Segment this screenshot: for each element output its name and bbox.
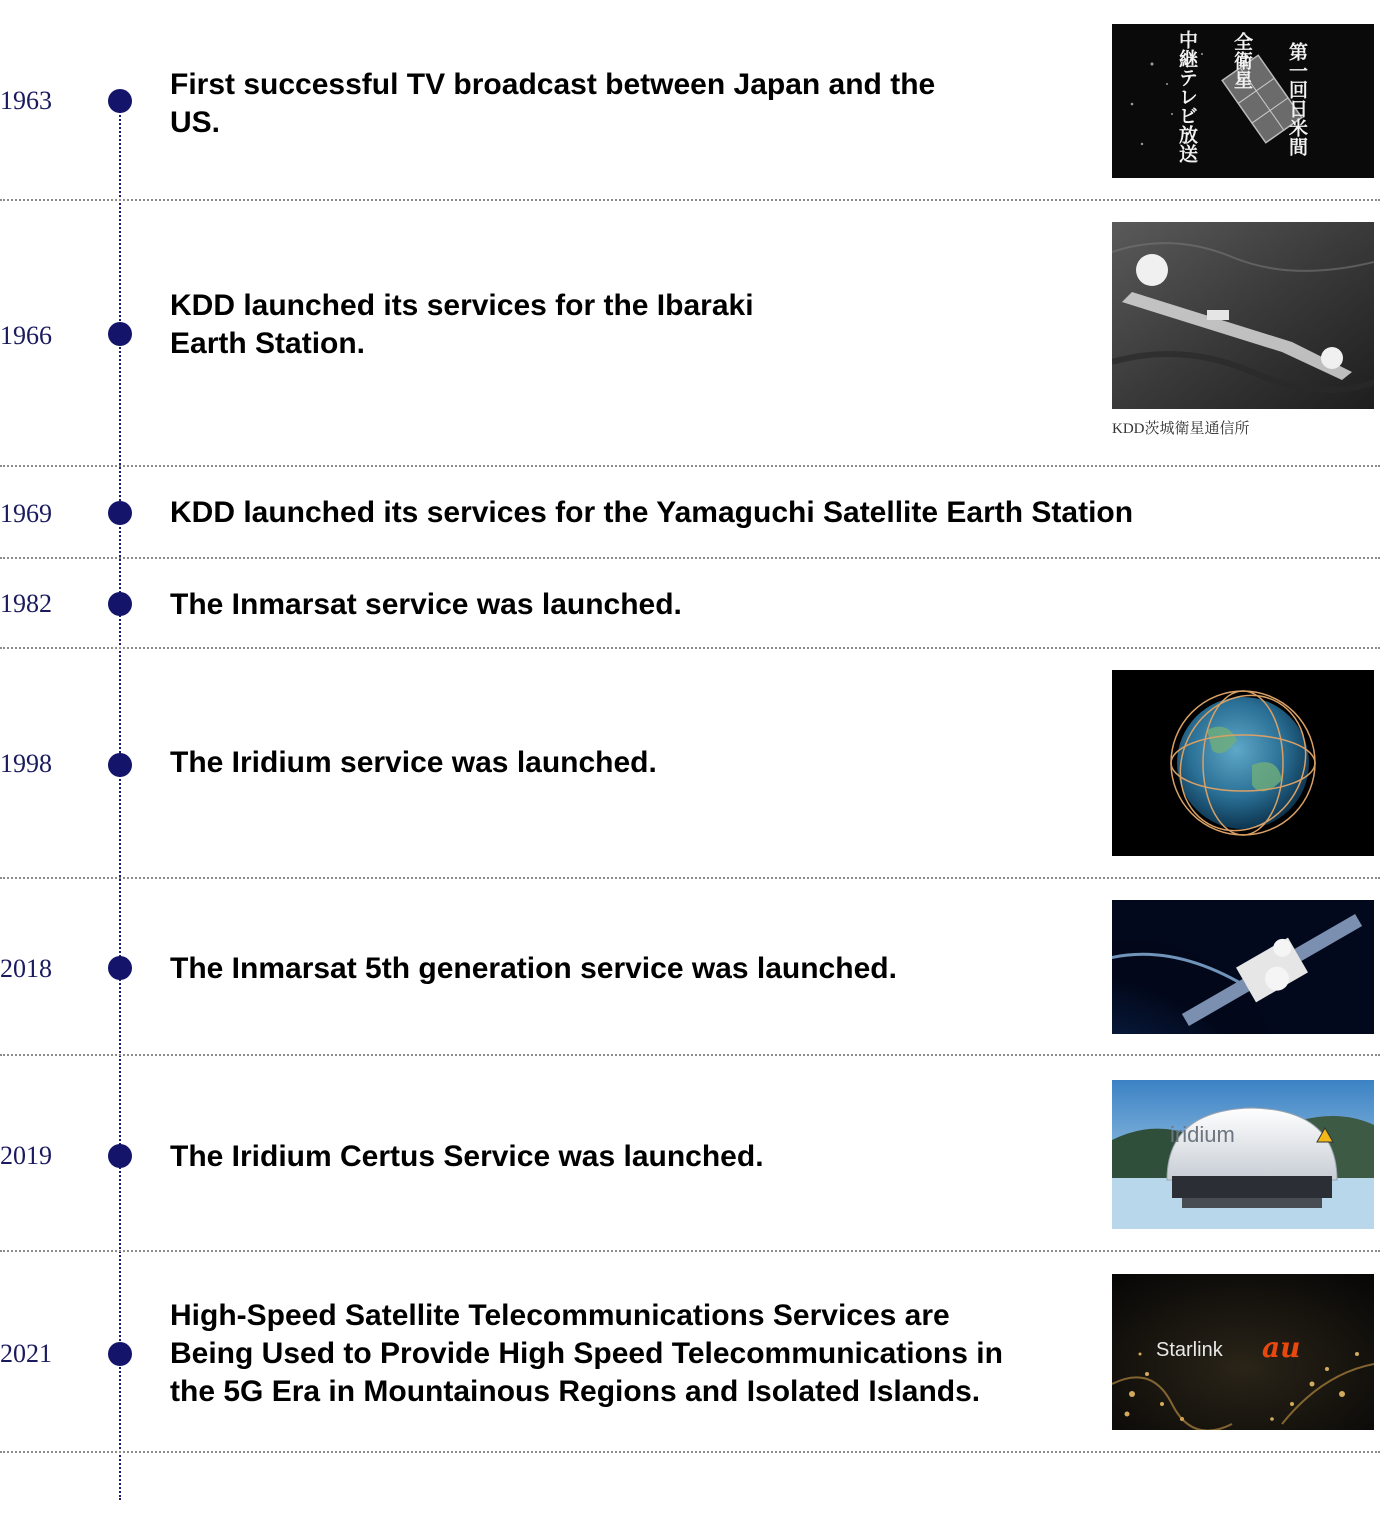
- earth-station-caption: KDD茨城衛星通信所: [1112, 421, 1250, 437]
- event-text: The Inmarsat service was launched.: [170, 588, 682, 621]
- year-label: 1998: [0, 749, 52, 778]
- timeline-dot: [108, 89, 132, 113]
- satellite-constellation-globe: [1112, 670, 1374, 856]
- event-text: First successful TV broadcast between Japan and the US.: [170, 68, 936, 139]
- year-label: 1966: [0, 321, 52, 350]
- timeline-dot: [108, 1342, 132, 1366]
- year-label: 2021: [0, 1339, 52, 1368]
- event-text: The Inmarsat 5th generation service was launched.: [170, 952, 897, 985]
- satellite-over-earth: [1112, 900, 1374, 1034]
- event-text: KDD launched its services for the Yamaguchi Satellite Earth Station: [170, 496, 1134, 529]
- timeline-dot: [108, 322, 132, 346]
- year-label: 1969: [0, 499, 52, 528]
- timeline-dot: [108, 753, 132, 777]
- timeline-dot: [108, 501, 132, 525]
- au-logo: au: [1262, 1331, 1301, 1364]
- broadcast-title-line-3: 中継テレビ放送: [1176, 30, 1198, 163]
- year-label: 1982: [0, 589, 52, 618]
- event-text: The Iridium Certus Service was launched.: [170, 1140, 764, 1173]
- broadcast-title-line-2: 全衛星: [1231, 32, 1253, 89]
- event-text: High-Speed Satellite Telecommunications Services are Being Used to Provide High Speed Telecommunications in the 5G Era in Mountainous Regions and Isolated Islands.: [170, 1299, 1003, 1408]
- year-label: 2018: [0, 954, 52, 983]
- starlink-au-night-earth: [1112, 1274, 1374, 1430]
- timeline-dot: [108, 1144, 132, 1168]
- event-text: The Iridium service was launched.: [170, 746, 657, 779]
- iridium-antenna-dome: [1112, 1080, 1374, 1229]
- tv-broadcast-photo: [1112, 24, 1374, 178]
- event-text: KDD launched its services for the Ibaraki Earth Station.: [170, 289, 754, 360]
- broadcast-title-line-1: 第一回日米間: [1286, 42, 1308, 156]
- year-label: 1963: [0, 86, 52, 115]
- iridium-dome-label: iridium: [1170, 1122, 1235, 1147]
- starlink-logo: Starlink: [1156, 1339, 1223, 1361]
- timeline-dot: [108, 592, 132, 616]
- earth-station-aerial-photo: [1112, 222, 1374, 409]
- timeline-dot: [108, 956, 132, 980]
- year-label: 2019: [0, 1141, 52, 1170]
